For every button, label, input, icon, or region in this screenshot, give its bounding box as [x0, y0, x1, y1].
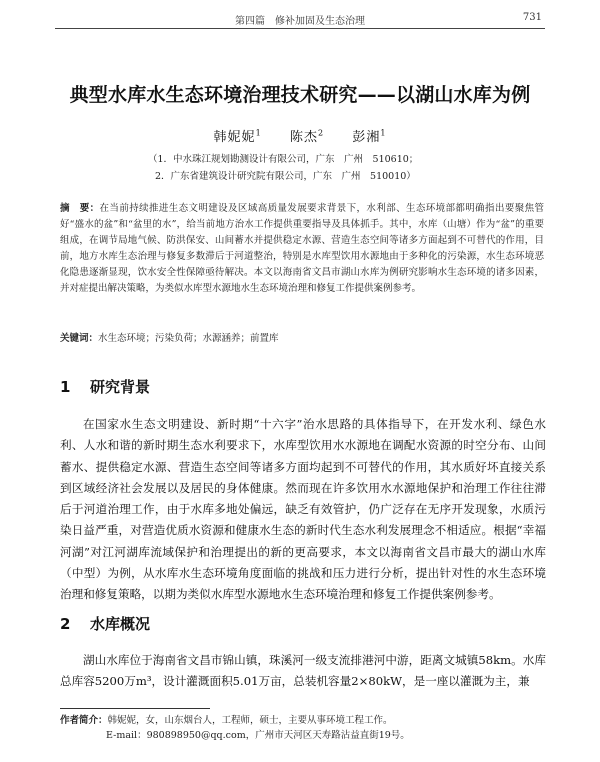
- section-number: 1: [60, 378, 71, 396]
- abstract-text: 在当前持续推进生态文明建设及区域高质量发展要求背景下，水利部、生态环境部都明确指出要聚焦管好“盛水的盆”和“盆里的水”，给当前地方治水工作提供重要指导及具体抓手。其中，水库（山塘）作为“盆”的重要组成，在调节局地气候、防洪保安、山间蓄水并提供稳定水源、营造生态空间等诸多方面起到不可替代的作用，目前，地方水库生态治理与修复多数滞后于河道整治，特别是水库型饮用水源地由于多种化的污染源，水生态环境恶化隐患逐渐显现，饮水安全性保障亟待解决。本文以海南省文昌市湖山水库为例研究影响水生态环境的诸多因素，并对症提出解决策略，为类似水库型水源地水生态环境治理和修复工作提供案例参考。: [60, 203, 544, 294]
- author-affiliation-mark: 1: [255, 128, 262, 138]
- affiliation-line: （1．中水珠江规划勘测设计有限公司，广东 广州 510610；: [148, 154, 419, 165]
- header-rule: [55, 28, 545, 29]
- abstract: [60, 201, 544, 297]
- keywords-label: 关键词：: [60, 333, 99, 344]
- running-title: 第四篇 修补加固及生态治理: [235, 16, 365, 27]
- section-paragraph: 在国家水生态文明建设、新时期“十六字”治水思路的具体指导下，在开发水利、绿色水利、人水和谐的新时期生态水利要求下，水库型饮用水水源地在调配水资源的时空分布、山间蓄水、提供稳定水源、营造生态空间等诸多方面均起到不可替代的作用，其水质好坏直接关系到区域经济社会发展以及居民的身体健康。然而现在许多饮用水水源地保护和治理工作往往滞后于河道治理工作，由于水库多地处偏远，缺乏有效管护，仍广泛存在无序开发现象，水质污染日益严重，对营造优质水资源和健康水生态的新时代生态水利发展理念不相适应。根据“幸福河湖”对江河湖库流域保护和治理提出的新的更高要求，本文以海南省文昌市最大的湖山水库（中型）为例，从水库水生态环境角度面临的挑战和压力进行分析，提出针对性的水生态环境治理和修复策略，以期为类似水库型水源地水生态环境治理和修复工作提供案例参考。: [60, 417, 546, 602]
- abstract-label: 摘 要：: [60, 203, 100, 214]
- page-number: 731: [522, 12, 542, 23]
- footnote-bio: 韩妮妮，女，山东烟台人，工程师，硕士，主要从事环境工程工作。: [107, 715, 393, 726]
- author-name: 彭湘: [352, 130, 381, 145]
- author-list: [0, 126, 600, 145]
- author-affiliation-mark: 1: [380, 128, 387, 138]
- affiliation-line: 2．广东省建筑设计研究院有限公司，广东 广州 510010）: [155, 171, 416, 182]
- running-header: [0, 8, 600, 30]
- section-heading: [60, 613, 150, 634]
- author-name: 韩妮妮: [213, 130, 256, 145]
- author-affiliation-mark: 2: [317, 128, 325, 138]
- section-title: 水库概况: [90, 615, 151, 633]
- footnote-rule: [60, 708, 210, 709]
- keywords-text: 水生态环境；污染负荷；水源涵养；前置库: [98, 333, 279, 344]
- keywords: [60, 330, 544, 344]
- section-title: 研究背景: [90, 378, 151, 396]
- author-footnote: [60, 713, 546, 743]
- section-heading: [60, 376, 150, 397]
- footnote-label: 作者简介：: [60, 715, 108, 726]
- paper-title: 典型水库水生态环境治理技术研究——以湖山水库为例: [69, 84, 531, 106]
- section-number: 2: [60, 615, 71, 633]
- section-paragraph: 湖山水库位于海南省文昌市锦山镇，珠溪河一级支流排港河中游，距离文城镇58km。水库总库容5200万m³，设计灌溉面积5.01万亩，总装机容量2×80kW，是一座以灌溉为主，兼: [60, 653, 546, 689]
- author-name: 陈杰: [289, 130, 318, 145]
- footnote-email: E-mail：980898950@qq.com，广州市天河区天寿路沾益直街19号。: [106, 730, 410, 741]
